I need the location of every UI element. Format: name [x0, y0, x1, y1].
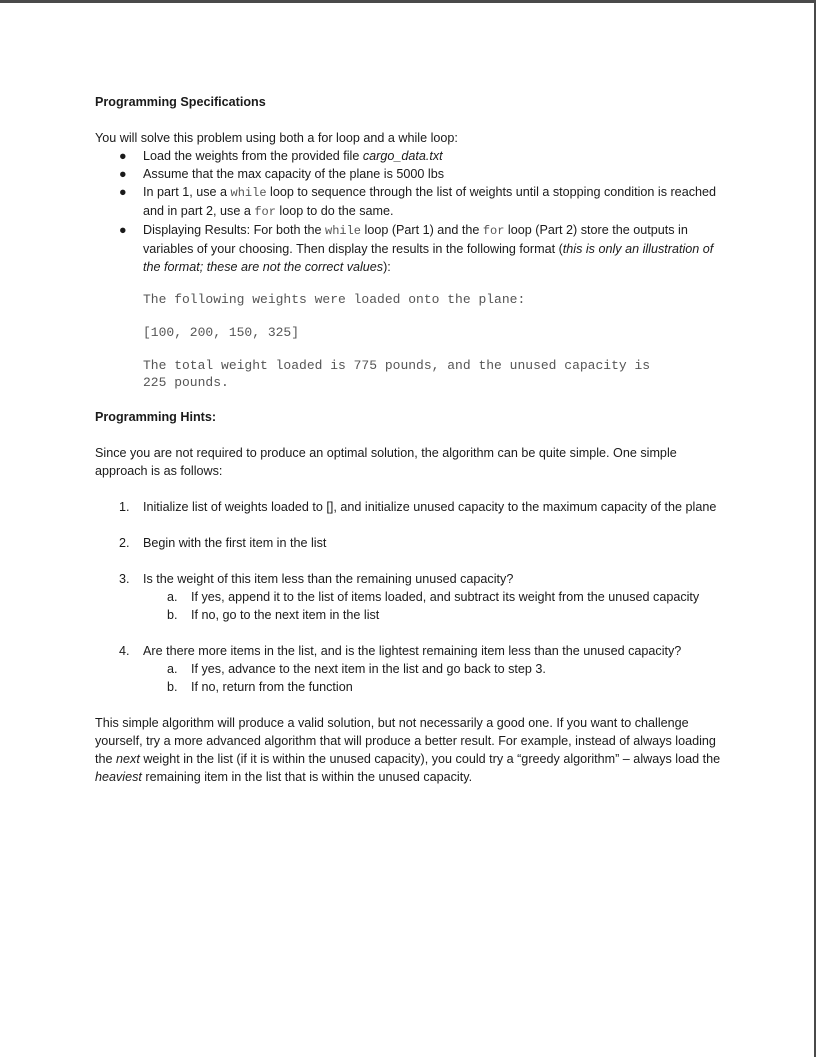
sub-step — [95, 678, 725, 696]
hint-step — [95, 642, 725, 696]
sub-step-list — [143, 660, 725, 696]
step-number: 1. — [119, 500, 130, 514]
hints-step-list — [95, 498, 725, 696]
code-line: The total weight loaded is 775 pounds, and the unused capacity is — [143, 358, 651, 373]
filename: cargo_data.txt — [362, 149, 443, 163]
bullet-text: loop to do the same. — [275, 204, 394, 218]
hint-step — [95, 570, 725, 624]
bullet-text: loop to sequence through the list of weights until a stopping condition is reached and in part 2, use a — [143, 185, 717, 218]
bullet-text: Load the weights from the provided file — [143, 149, 363, 163]
bullet-text: loop (Part 2) store the outputs in variables of your choosing. Then display the results in the following format ( — [143, 223, 688, 256]
closing-text: This simple algorithm will produce a valid solution, but not necessarily a good one. If you want to challenge yourself, try a more advanced algorithm that will produce a better result. For example, instead of always loading the — [95, 716, 716, 766]
step-text: Are there more items in the list, and is the lightest remaining item less than the unused capacity? — [143, 644, 682, 658]
hints-closing-paragraph — [95, 714, 725, 786]
step-number: 2. — [119, 536, 130, 550]
page-top-border — [0, 0, 816, 3]
sub-step-label: b. — [167, 608, 178, 622]
emphasis-text: this is only an illustration of the format; these are not the correct values — [143, 242, 714, 274]
code-line: The following weights were loaded onto the plane: — [143, 292, 526, 307]
sub-step-text: If yes, append it to the list of items loaded, and subtract its weight from the unused capacity — [191, 590, 700, 604]
emphasis-text: heaviest — [95, 770, 142, 784]
bullet-text: ): — [383, 260, 391, 274]
hints-intro: Since you are not required to produce an optimal solution, the algorithm can be quite simple. One simple approach is as follows: — [95, 446, 677, 478]
hint-step — [95, 534, 725, 552]
sub-step-label: a. — [167, 590, 178, 604]
bullet-text: loop (Part 1) and the — [361, 223, 483, 237]
step-number: 4. — [119, 644, 130, 658]
spec-bullet-item — [95, 165, 725, 183]
spec-bullet-item — [95, 183, 725, 221]
sub-step-text: If no, return from the function — [191, 680, 353, 694]
sub-step-label: a. — [167, 662, 178, 676]
step-text: Initialize list of weights loaded to [], and initialize unused capacity to the maximum capacity of the plane — [143, 500, 717, 514]
code-line: [100, 200, 150, 325] — [143, 325, 300, 340]
spec-bullet-list — [95, 147, 725, 276]
document-body — [95, 93, 725, 786]
sub-step-label: b. — [167, 680, 178, 694]
hints-heading: Programming Hints: — [95, 410, 217, 424]
step-text: Is the weight of this item less than the remaining unused capacity? — [143, 572, 514, 586]
bullet-icon: ● — [119, 223, 127, 237]
sub-step-list — [143, 588, 725, 624]
bullet-icon: ● — [119, 149, 127, 163]
sub-step — [95, 606, 725, 624]
spec-bullet-item — [95, 221, 725, 276]
spec-intro: You will solve this problem using both a for loop and a while loop: — [95, 131, 458, 145]
closing-text: weight in the list (if it is within the unused capacity), you could try a “greedy algorithm” – always load the — [139, 752, 721, 766]
code-line: 225 pounds. — [143, 375, 229, 390]
step-text: Begin with the first item in the list — [143, 536, 327, 550]
sub-step — [95, 660, 725, 678]
hint-step — [95, 498, 725, 516]
spec-bullet-item — [95, 147, 725, 165]
spec-heading: Programming Specifications — [95, 95, 266, 109]
bullet-text: Assume that the max capacity of the plane is 5000 lbs — [143, 167, 445, 181]
inline-code: while — [230, 186, 267, 200]
step-number: 3. — [119, 572, 130, 586]
bullet-text: Displaying Results: For both the — [143, 223, 325, 237]
bullet-icon: ● — [119, 185, 127, 199]
bullet-icon: ● — [119, 167, 127, 181]
emphasis-text: next — [116, 752, 140, 766]
inline-code: while — [325, 224, 362, 238]
code-example — [143, 291, 725, 391]
inline-code: for — [254, 205, 276, 219]
sub-step-text: If yes, advance to the next item in the list and go back to step 3. — [191, 662, 546, 676]
sub-step — [95, 588, 725, 606]
closing-text: remaining item in the list that is within the unused capacity. — [141, 770, 473, 784]
inline-code: for — [482, 224, 505, 238]
bullet-text: In part 1, use a — [143, 185, 231, 199]
sub-step-text: If no, go to the next item in the list — [191, 608, 380, 622]
